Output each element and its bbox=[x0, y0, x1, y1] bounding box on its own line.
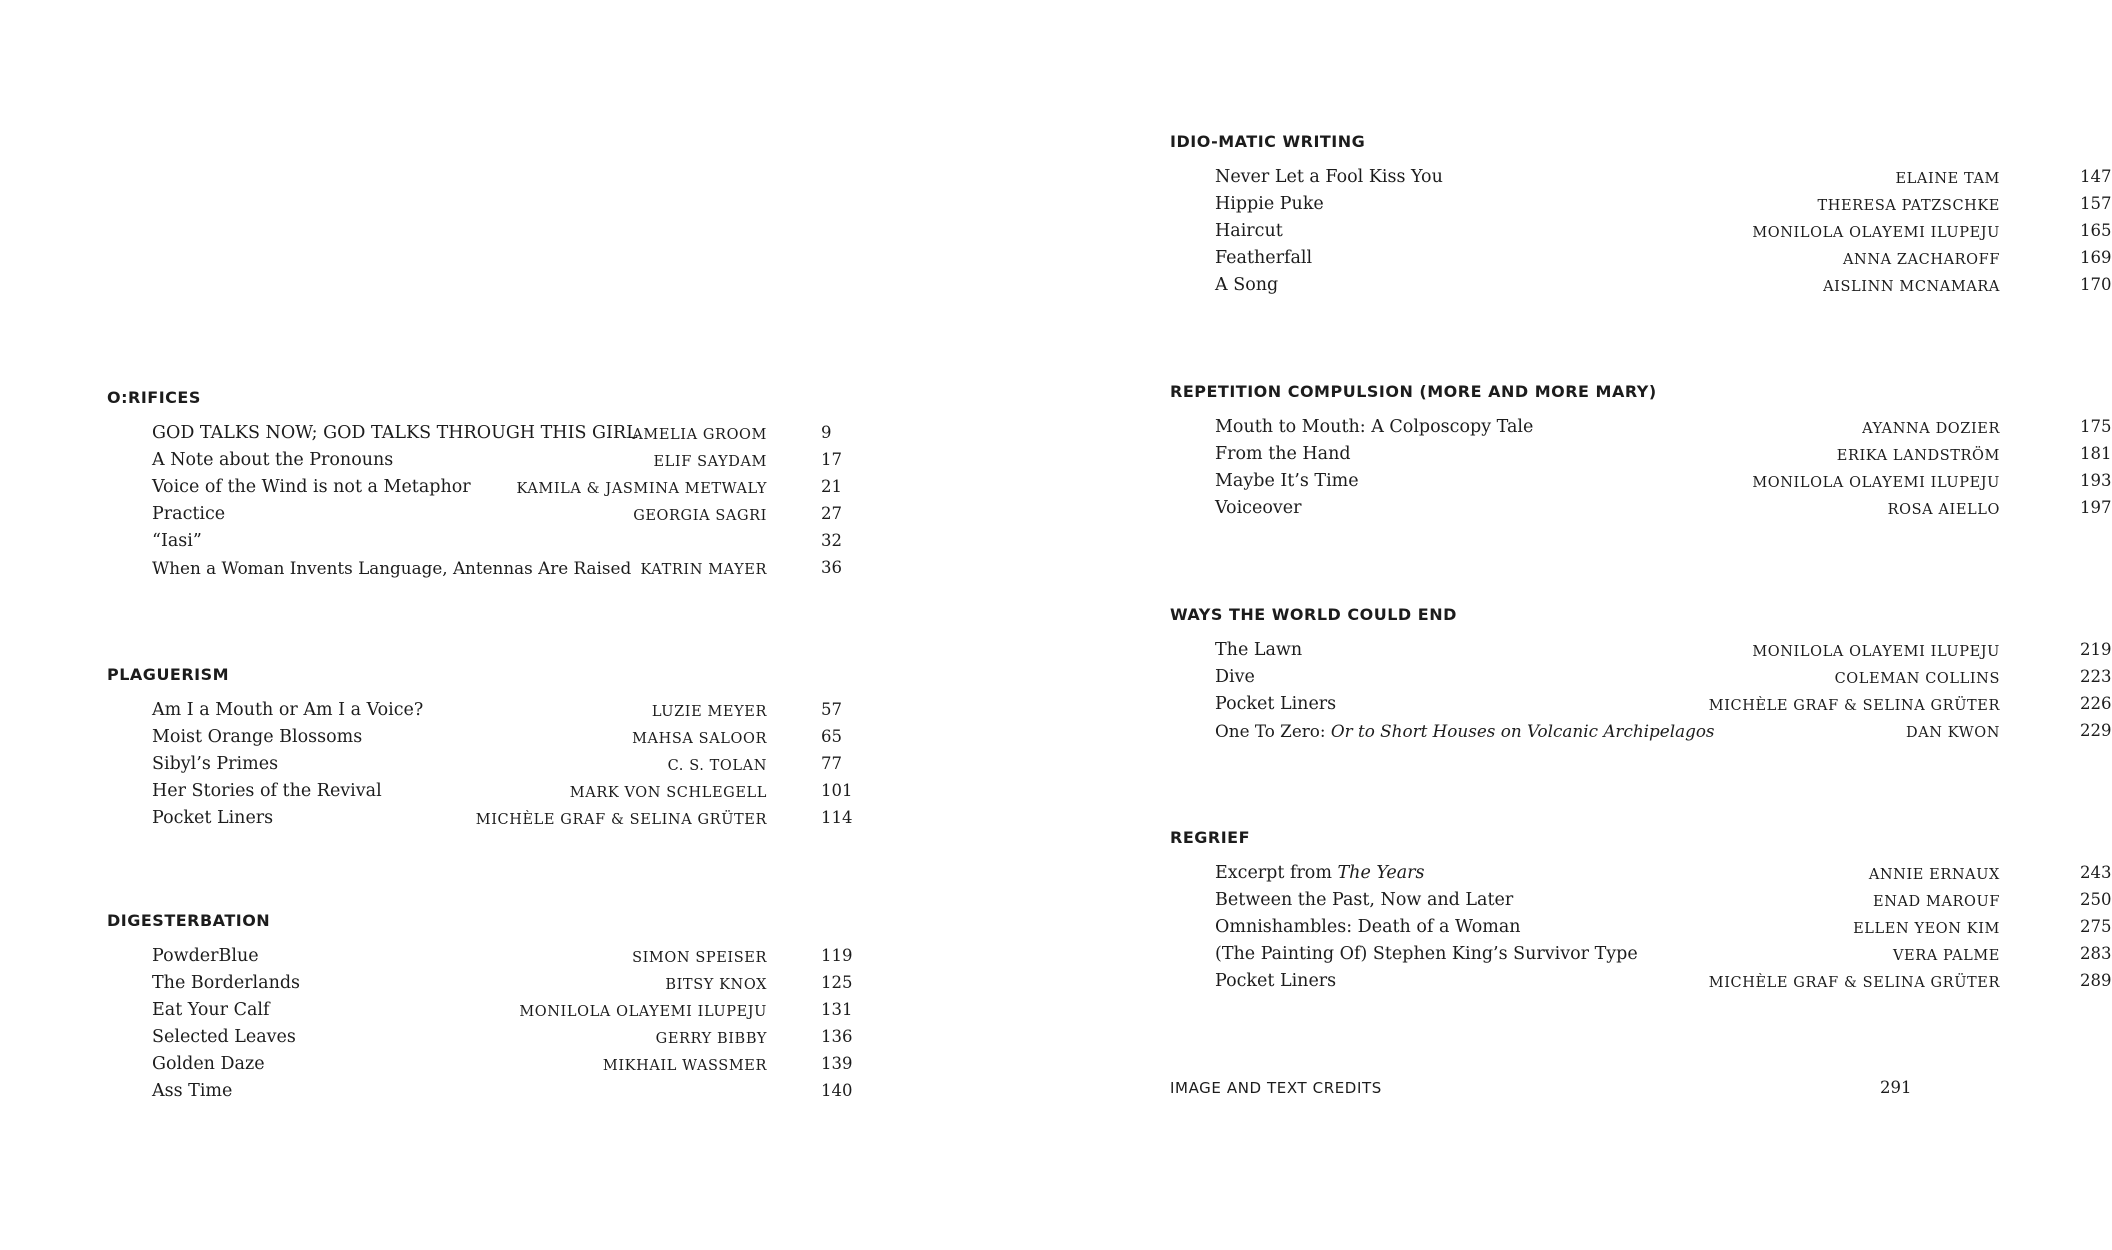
section-title: REGRIEF bbox=[1170, 828, 1251, 847]
entry-author: ENAD MAROUF bbox=[1873, 894, 2000, 910]
entry-page: 193 bbox=[2080, 471, 2112, 490]
entry-author: ELAINE TAM bbox=[1895, 171, 2000, 187]
entry-page: 219 bbox=[2080, 640, 2112, 659]
entry-author: C. S. TOLAN bbox=[667, 758, 767, 774]
entry-page: 27 bbox=[821, 504, 842, 523]
entry-author: MICHÈLE GRAF & SELINA GRÜTER bbox=[475, 812, 767, 828]
entry-author: GERRY BIBBY bbox=[655, 1031, 767, 1047]
entry-page: 21 bbox=[821, 477, 842, 496]
entry-title: Hippie Puke bbox=[1215, 194, 1324, 214]
entry-author: BITSY KNOX bbox=[665, 977, 767, 993]
entry-page: 275 bbox=[2080, 917, 2112, 936]
entry-page: 165 bbox=[2080, 221, 2112, 240]
entry-page: 77 bbox=[821, 754, 842, 773]
entry-title: Haircut bbox=[1215, 221, 1283, 241]
entry-author: VERA PALME bbox=[1892, 948, 2000, 964]
entry-page: 223 bbox=[2080, 667, 2112, 686]
entry-title: From the Hand bbox=[1215, 444, 1351, 464]
section-title: O:RIFICES bbox=[107, 388, 201, 407]
entry-author: MONILOLA OLAYEMI ILUPEJU bbox=[1752, 644, 2000, 660]
entry-page: 139 bbox=[821, 1054, 853, 1073]
entry-title: The Borderlands bbox=[152, 973, 301, 993]
section-title: REPETITION COMPULSION (MORE AND MORE MARY) bbox=[1170, 382, 1657, 401]
entry-page: 250 bbox=[2080, 890, 2112, 909]
entry-author: MICHÈLE GRAF & SELINA GRÜTER bbox=[1708, 698, 2000, 714]
section-title: DIGESTERBATION bbox=[107, 911, 271, 930]
entry-page: 114 bbox=[821, 808, 853, 827]
entry-title: Pocket Liners bbox=[1215, 971, 1337, 991]
section-title: IDIO-MATIC WRITING bbox=[1170, 132, 1366, 151]
entry-title: GOD TALKS NOW; GOD TALKS THROUGH THIS GIRL bbox=[152, 423, 638, 443]
entry-author: MONILOLA OLAYEMI ILUPEJU bbox=[519, 1004, 767, 1020]
entry-author: MONILOLA OLAYEMI ILUPEJU bbox=[1752, 475, 2000, 491]
entry-title-italic: The Years bbox=[1337, 863, 1425, 883]
entry-title: Ass Time bbox=[152, 1081, 233, 1101]
entry-title: Maybe It’s Time bbox=[1215, 471, 1359, 491]
entry-title: Pocket Liners bbox=[1215, 694, 1337, 714]
entry-page: 175 bbox=[2080, 417, 2112, 436]
entry-title: The Lawn bbox=[1215, 640, 1303, 660]
entry-author: MARK VON SCHLEGELL bbox=[569, 785, 767, 801]
entry-page: 243 bbox=[2080, 863, 2112, 882]
entry-author: KAMILA & JASMINA METWALY bbox=[516, 481, 767, 497]
entry-author: DAN KWON bbox=[1906, 725, 2000, 741]
entry-page: 157 bbox=[2080, 194, 2112, 213]
entry-title: Sibyl’s Primes bbox=[152, 754, 279, 774]
entry-title: Voice of the Wind is not a Metaphor bbox=[152, 477, 471, 497]
section-title: PLAGUERISM bbox=[107, 665, 230, 684]
entry-page: 57 bbox=[821, 700, 842, 719]
entry-page: 131 bbox=[821, 1000, 853, 1019]
entry-title: Practice bbox=[152, 504, 226, 524]
entry-author: ROSA AIELLO bbox=[1887, 502, 2000, 518]
entry-page: 36 bbox=[821, 558, 842, 577]
entry-page: 125 bbox=[821, 973, 853, 992]
entry-title: PowderBlue bbox=[152, 946, 259, 966]
entry-author: MICHÈLE GRAF & SELINA GRÜTER bbox=[1708, 975, 2000, 991]
entry-page: 169 bbox=[2080, 248, 2112, 267]
entry-page: 226 bbox=[2080, 694, 2112, 713]
entry-title: Voiceover bbox=[1215, 498, 1302, 518]
entry-page: 9 bbox=[821, 423, 832, 442]
entry-author: ELIF SAYDAM bbox=[653, 454, 767, 470]
entry-author: AYANNA DOZIER bbox=[1862, 421, 2000, 437]
entry-page: 170 bbox=[2080, 275, 2112, 294]
entry-page: 140 bbox=[821, 1081, 853, 1100]
entry-page: 147 bbox=[2080, 167, 2112, 186]
credits-label: IMAGE AND TEXT CREDITS bbox=[1170, 1079, 1382, 1097]
entry-title: Moist Orange Blossoms bbox=[152, 727, 363, 747]
entry-title-roman: Excerpt from bbox=[1215, 863, 1338, 883]
entry-title: Selected Leaves bbox=[152, 1027, 296, 1047]
entry-title: A Note about the Pronouns bbox=[152, 450, 394, 470]
entry-author: AISLINN MCNAMARA bbox=[1823, 279, 2000, 295]
entry-page: 136 bbox=[821, 1027, 853, 1046]
entry-author: KATRIN MAYER bbox=[640, 562, 767, 578]
entry-author: SIMON SPEISER bbox=[632, 950, 767, 966]
entry-page: 289 bbox=[2080, 971, 2112, 990]
entry-title: Am I a Mouth or Am I a Voice? bbox=[152, 700, 424, 720]
entry-page: 32 bbox=[821, 531, 842, 550]
entry-page: 229 bbox=[2080, 721, 2112, 740]
entry-title: “Iasi” bbox=[152, 531, 202, 551]
entry-author: THERESA PATZSCHKE bbox=[1817, 198, 2000, 214]
entry-page: 197 bbox=[2080, 498, 2112, 517]
credits-page: 291 bbox=[1880, 1078, 1912, 1097]
entry-title: Pocket Liners bbox=[152, 808, 274, 828]
entry-author: ELLEN YEON KIM bbox=[1853, 921, 2000, 937]
entry-author: AMELIA GROOM bbox=[632, 427, 767, 443]
entry-author: ERIKA LANDSTRÖM bbox=[1836, 448, 2000, 464]
entry-title: (The Painting Of) Stephen King’s Survivor Type bbox=[1215, 944, 1638, 964]
entry-title: Her Stories of the Revival bbox=[152, 781, 382, 801]
entry-title-roman: One To Zero: bbox=[1215, 721, 1331, 741]
entry-title: Omnishambles: Death of a Woman bbox=[1215, 917, 1521, 937]
entry-author: LUZIE MEYER bbox=[651, 704, 767, 720]
section-title: WAYS THE WORLD COULD END bbox=[1170, 605, 1457, 624]
entry-page: 119 bbox=[821, 946, 853, 965]
entry-title: Featherfall bbox=[1215, 248, 1313, 268]
entry-title: Between the Past, Now and Later bbox=[1215, 890, 1514, 910]
entry-title bbox=[1215, 720, 1715, 742]
entry-title: Eat Your Calf bbox=[152, 1000, 270, 1020]
entry-author: MAHSA SALOOR bbox=[632, 731, 767, 747]
entry-author: ANNA ZACHAROFF bbox=[1842, 252, 2000, 268]
entry-page: 101 bbox=[821, 781, 853, 800]
entry-title: Mouth to Mouth: A Colposcopy Tale bbox=[1215, 417, 1534, 437]
entry-page: 283 bbox=[2080, 944, 2112, 963]
entry-page: 65 bbox=[821, 727, 842, 746]
entry-title-italic: Or to Short Houses on Volcanic Archipelagos bbox=[1330, 721, 1715, 741]
entry-title: Golden Daze bbox=[152, 1054, 265, 1074]
entry-page: 17 bbox=[821, 450, 842, 469]
entry-author: MONILOLA OLAYEMI ILUPEJU bbox=[1752, 225, 2000, 241]
entry-author: COLEMAN COLLINS bbox=[1834, 671, 2000, 687]
entry-page: 181 bbox=[2080, 444, 2112, 463]
entry-title: When a Woman Invents Language, Antennas Are Raised bbox=[152, 558, 632, 578]
entry-title: Dive bbox=[1215, 667, 1255, 687]
entry-author: GEORGIA SAGRI bbox=[633, 508, 767, 524]
entry-author: ANNIE ERNAUX bbox=[1868, 867, 2000, 883]
entry-author: MIKHAIL WASSMER bbox=[602, 1058, 767, 1074]
entry-title: A Song bbox=[1215, 275, 1279, 295]
entry-title: Never Let a Fool Kiss You bbox=[1215, 167, 1443, 187]
entry-title bbox=[1215, 862, 1425, 884]
